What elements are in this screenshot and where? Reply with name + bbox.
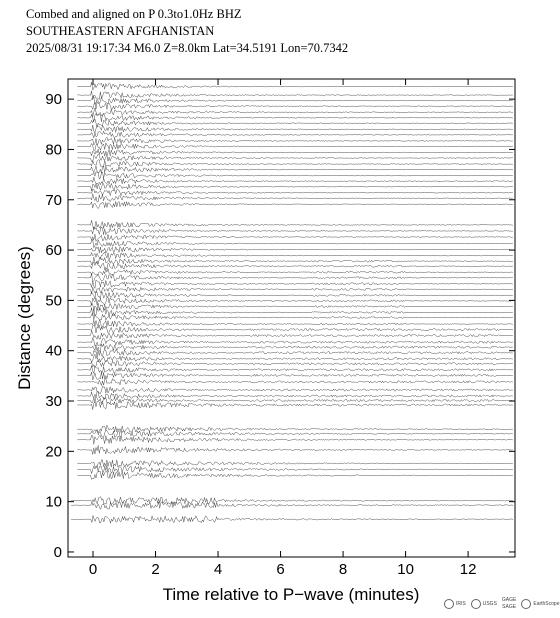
- trace-line: [77, 201, 512, 208]
- y-tick-label: 60: [45, 242, 62, 260]
- sage-text: SAGE: [502, 604, 517, 610]
- trace-line: [77, 280, 512, 288]
- trace-line: [77, 372, 512, 380]
- trace-line: [77, 392, 512, 400]
- earthscope-icon: [521, 599, 531, 609]
- trace-line: [77, 401, 512, 410]
- usgs-logo-text: USGS: [482, 601, 497, 607]
- trace-line: [77, 344, 512, 352]
- y-tick-label: 20: [45, 443, 62, 461]
- trace-line: [77, 119, 512, 127]
- x-axis-label: Time relative to P−wave (minutes): [162, 585, 420, 604]
- trace-line: [77, 269, 512, 276]
- earthscope-logo: [521, 599, 559, 609]
- trace-line: [77, 262, 512, 270]
- trace-line: [77, 172, 512, 179]
- globe-icon: [471, 599, 481, 609]
- trace-line: [77, 331, 512, 339]
- x-tick-label: 0: [88, 561, 98, 578]
- trace-line: [77, 252, 512, 259]
- trace-line: [77, 378, 512, 385]
- y-axis-label: Distance (degrees): [15, 246, 34, 390]
- trace-line: [77, 137, 512, 145]
- trace-line: [77, 273, 512, 281]
- x-tick-label: 12: [459, 561, 477, 578]
- trace-line: [77, 143, 512, 151]
- trace-line: [77, 154, 512, 162]
- trace-line: [77, 308, 512, 316]
- trace-line: [77, 435, 512, 444]
- trace-line: [77, 177, 512, 185]
- trace-line: [77, 91, 512, 100]
- iris-logo-text: IRIS: [456, 601, 466, 607]
- trace-line: [77, 125, 512, 132]
- trace-line: [77, 220, 512, 229]
- usgs-logo: [471, 599, 497, 609]
- trace-line: [77, 257, 512, 265]
- trace-line: [77, 102, 512, 110]
- y-tick-label: 30: [45, 393, 62, 411]
- trace-line: [77, 313, 512, 320]
- earthscope-logo-text: EarthScope: [533, 601, 560, 607]
- globe-icon: [444, 599, 454, 609]
- y-tick-label: 80: [45, 141, 62, 159]
- trace-line: [71, 516, 513, 524]
- y-tick-label: 40: [45, 342, 62, 360]
- plot-frame: [68, 79, 515, 557]
- x-tick-label: 4: [213, 561, 223, 578]
- iris-logo: [444, 599, 466, 609]
- trace-line: [77, 149, 512, 156]
- trace-line: [77, 97, 512, 105]
- trace-line: [77, 465, 512, 473]
- trace-line: [77, 291, 512, 299]
- trace-line: [77, 425, 512, 433]
- trace-line: [77, 350, 512, 357]
- trace-line: [77, 183, 512, 191]
- y-tick-label: 0: [53, 543, 62, 561]
- trace-line: [77, 320, 512, 327]
- trace-line: [77, 303, 512, 311]
- x-tick-label: 2: [151, 561, 160, 578]
- institution-logos: [444, 598, 560, 610]
- x-tick-label: 10: [397, 561, 414, 578]
- trace-line: [71, 502, 513, 510]
- trace-line: [77, 297, 512, 305]
- x-tick-label: 8: [338, 561, 348, 578]
- trace-line: [77, 82, 512, 90]
- gage-text: GAGE: [501, 597, 517, 603]
- y-tick-label: 90: [45, 91, 62, 109]
- chart-subtitle: SOUTHEASTERN AFGHANISTAN: [26, 24, 215, 38]
- trace-line: [77, 131, 512, 138]
- trace-line: [77, 386, 512, 394]
- event-info: 2025/08/31 19:17:34 M6.0 Z=8.0km Lat=34.5191 Lon=70.7342: [26, 41, 349, 55]
- trace-line: [77, 287, 512, 294]
- y-tick-label: 10: [45, 493, 62, 511]
- trace-line: [77, 338, 512, 346]
- trace-line: [77, 429, 512, 437]
- trace-line: [77, 189, 512, 195]
- trace-line: [77, 471, 512, 479]
- y-tick-label: 50: [45, 292, 62, 310]
- trace-line: [77, 234, 512, 241]
- trace-line: [77, 445, 512, 454]
- seismic-traces: [71, 82, 513, 523]
- trace-line: [77, 227, 512, 235]
- trace-line: [77, 166, 512, 173]
- trace-line: [77, 194, 512, 202]
- trace-line: [77, 360, 512, 367]
- trace-line: [77, 460, 512, 468]
- y-axis: [45, 91, 515, 561]
- trace-line: [71, 497, 513, 505]
- y-tick-label: 70: [45, 191, 62, 209]
- chart-title: Combed and aligned on P 0.3to1.0Hz BHZ: [26, 7, 242, 21]
- trace-line: [77, 396, 512, 404]
- x-tick-label: 6: [276, 561, 285, 578]
- trace-line: [77, 240, 512, 248]
- trace-line: [77, 325, 512, 333]
- sage-gage-logo: [502, 598, 516, 610]
- trace-line: [77, 160, 512, 167]
- trace-line: [77, 108, 512, 117]
- trace-line: [77, 366, 512, 374]
- trace-line: [77, 247, 512, 253]
- trace-line: [77, 113, 512, 121]
- trace-line: [77, 354, 512, 362]
